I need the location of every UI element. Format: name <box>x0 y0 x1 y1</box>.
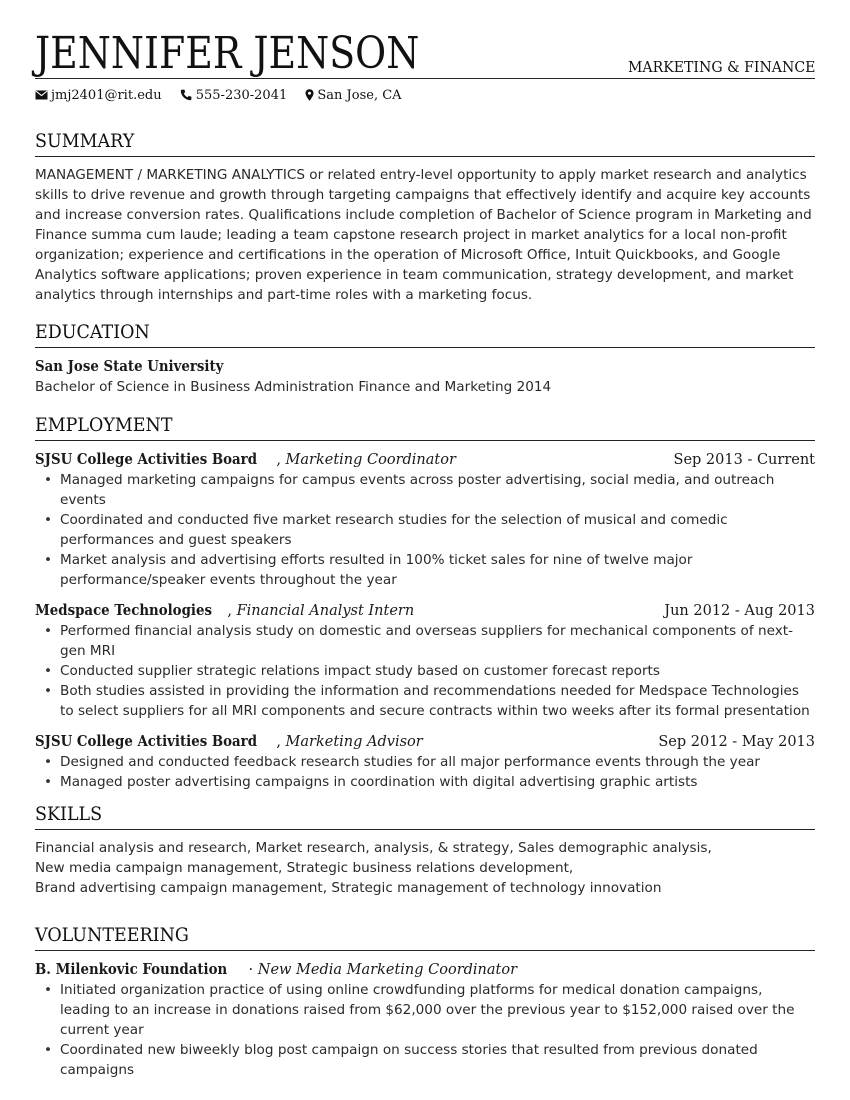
resume-header <box>35 30 815 79</box>
bullet-item: • Designed and conducted feedback research studies for all major performance events through the year <box>35 752 815 772</box>
degree-text: Bachelor of Science in Business Administration Finance and Marketing 2014 <box>35 379 552 395</box>
education-heading: EDUCATION <box>35 321 815 348</box>
separator-dot: · <box>248 962 254 978</box>
employment-section <box>35 414 815 792</box>
candidate-tagline: MARKETING & FINANCE <box>627 58 815 76</box>
job-role: Marketing Coordinator <box>285 452 456 468</box>
volunteer-bullets <box>35 980 815 1080</box>
skills-line: Financial analysis and research, Market research, analysis, & strategy, Sales demographic analysis, <box>35 840 712 856</box>
email-text: jmj2401@rit.edu <box>51 88 162 103</box>
employment-heading: EMPLOYMENT <box>35 414 815 441</box>
school-name: San Jose State University <box>35 358 224 375</box>
bullet-item: • Performed financial analysis study on domestic and overseas suppliers for mechanical components of next-gen MRI <box>35 621 815 661</box>
job-dates: Sep 2012 - May 2013 <box>658 734 815 750</box>
envelope-icon <box>35 89 48 101</box>
job-bullets <box>35 470 815 590</box>
job-entry-head: SJSU College Activities Board , Marketing Advisor Sep 2012 - May 2013 <box>35 733 815 750</box>
volunteering-heading: VOLUNTEERING <box>35 924 815 951</box>
volunteer-role: New Media Marketing Coordinator <box>257 962 518 978</box>
resume-page <box>35 28 815 1078</box>
bullet-item: • Market analysis and advertising efforts resulted in 100% ticket sales for nine of twelve major performance/speaker events throughout the year <box>35 550 815 590</box>
volunteer-entry-head <box>35 960 815 980</box>
skills-section <box>35 803 815 898</box>
volunteer-org: B. Milenkovic Foundation <box>35 961 228 978</box>
summary-section <box>35 130 815 305</box>
bullet-item: • Managed poster advertising campaigns in coordination with digital advertising graphic artists <box>35 772 815 792</box>
skills-line: Brand advertising campaign management, Strategic management of technology innovation <box>35 880 662 896</box>
job-dates: Sep 2013 - Current <box>673 452 815 468</box>
job-bullets <box>35 752 815 792</box>
job-bullets <box>35 621 815 721</box>
job-dates: Jun 2012 - Aug 2013 <box>664 603 815 619</box>
job-org: Medspace Technologies <box>35 602 212 619</box>
location-text: San Jose, CA <box>317 88 402 103</box>
contact-phone[interactable] <box>180 87 288 106</box>
phone-icon <box>180 89 193 101</box>
job-role: Financial Analyst Intern <box>236 603 415 619</box>
job-entry-head: SJSU College Activities Board , Marketing Coordinator Sep 2013 - Current <box>35 451 815 468</box>
volunteering-section <box>35 924 815 1080</box>
bullet-item: • Coordinated and conducted five market research studies for the selection of musical and comedic performances and guest speakers <box>35 510 815 550</box>
skills-line: New media campaign management, Strategic business relations development, <box>35 860 574 876</box>
contact-email[interactable] <box>35 87 162 106</box>
candidate-name: JENNIFER JENSON <box>35 28 420 79</box>
bullet-item: • Both studies assisted in providing the information and recommendations needed for Medspace Technologies to select suppliers for all MRI components and secure contracts within two weeks after its formal presentation <box>35 681 815 721</box>
bullet-item: • Conducted supplier strategic relations impact study based on customer forecast reports <box>35 661 815 681</box>
bullet-item: • Coordinated new biweekly blog post campaign on success stories that resulted from previous donated campaigns <box>35 1040 815 1080</box>
summary-text: MANAGEMENT / MARKETING ANALYTICS or related entry-level opportunity to apply market research and analytics skills to drive revenue and growth through targeting campaigns that effectively identify and acquire key accounts and increase conversion rates. Qualifications include completion of Bachelor of Science program in Marketing and Finance summa cum laude; leading a team capstone research project in market analytics for a local non-profit organization; experience and certifications in the operation of Microsoft Office, Intuit Quickbooks, and Google Analytics software applications; proven experience in team communication, strategy development, and market analytics through internships and part-time roles with a marketing focus. <box>35 167 812 303</box>
skills-heading: SKILLS <box>35 803 815 830</box>
map-pin-icon <box>305 89 314 101</box>
job-org: SJSU College Activities Board <box>35 451 258 468</box>
bullet-item: • Initiated organization practice of using online crowdfunding platforms for medical donation campaigns, leading to an increase in donations raised from $62,000 over the previous year to $152,000 raised over the current year <box>35 980 815 1040</box>
bullet-item: • Managed marketing campaigns for campus events across poster advertising, social media, and outreach events <box>35 470 815 510</box>
skills-list <box>35 838 815 898</box>
summary-heading: SUMMARY <box>35 130 815 157</box>
education-section <box>35 321 815 397</box>
job-org: SJSU College Activities Board <box>35 733 258 750</box>
phone-text: 555-230-2041 <box>195 88 288 103</box>
contact-location <box>305 87 401 106</box>
contact-line <box>35 87 416 105</box>
job-role: Marketing Advisor <box>285 734 423 750</box>
job-entry-head: Medspace Technologies , Financial Analyst Intern Jun 2012 - Aug 2013 <box>35 602 815 619</box>
education-entry-head <box>35 357 815 377</box>
